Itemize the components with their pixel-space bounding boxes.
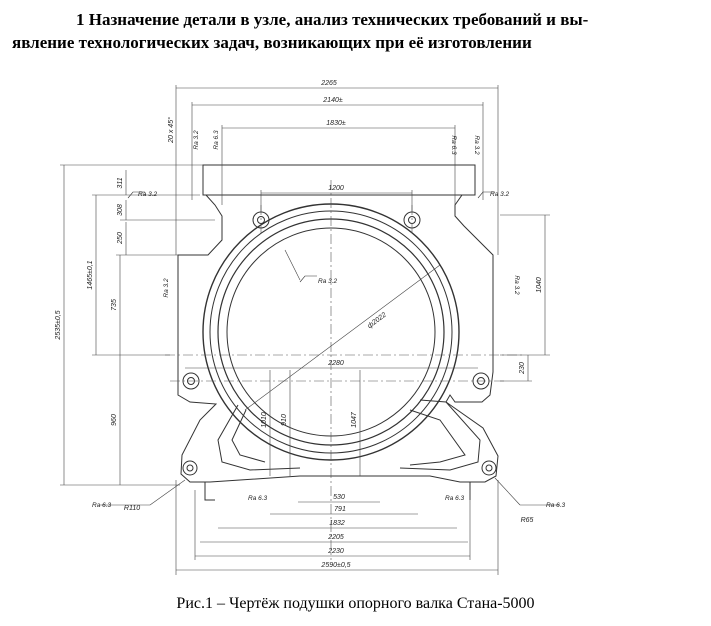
roughness-mark-vertical: Ra 3.2 bbox=[513, 275, 520, 295]
roughness-mark-vertical: Ra 3.2 bbox=[473, 135, 480, 155]
dim-2205: 2205 bbox=[328, 534, 344, 541]
dim-diameter: ф2022 bbox=[366, 311, 388, 331]
dim-1047: 1047 bbox=[351, 412, 358, 428]
roughness-mark: Ra 6.3 bbox=[248, 495, 268, 502]
dim-1040: 1040 bbox=[536, 277, 543, 293]
dim-791: 791 bbox=[334, 506, 346, 513]
roughness-mark-vertical: Ra 6.3 bbox=[213, 130, 220, 150]
section-heading bbox=[12, 8, 702, 54]
dim-2535: 2535±0,5 bbox=[55, 310, 62, 340]
roughness-mark: Ra 6.3 bbox=[546, 502, 566, 509]
roughness-mark: Ra 6.3 bbox=[445, 495, 465, 502]
dim-1465: 1465±0,1 bbox=[87, 260, 94, 290]
roughness-mark: Ra 3.2 bbox=[318, 278, 338, 285]
dim-r65: R65 bbox=[520, 517, 534, 524]
dim-2280: 2280 bbox=[328, 360, 344, 367]
dim-r110: R110 bbox=[123, 505, 141, 512]
dim-311: 311 bbox=[117, 177, 124, 189]
dim-2265: 2265 bbox=[321, 80, 337, 87]
dim-230: 230 bbox=[519, 362, 526, 374]
dim-530: 530 bbox=[333, 494, 345, 501]
dim-2590: 2590±0,5 bbox=[321, 562, 351, 569]
dim-2140: 2140± bbox=[323, 97, 343, 104]
roughness-mark-vertical: Ra 3.2 bbox=[163, 278, 170, 298]
technical-drawing bbox=[0, 70, 711, 590]
dim-735: 735 bbox=[111, 299, 118, 311]
dim-2230: 2230 bbox=[328, 548, 344, 555]
dim-1832: 1832 bbox=[329, 520, 345, 527]
roughness-mark: Ra 3.2 bbox=[138, 191, 158, 198]
roughness-mark: Ra 6.3 bbox=[92, 502, 112, 509]
dim-308: 308 bbox=[117, 204, 124, 216]
roughness-mark-vertical: Ra 3.2 bbox=[193, 130, 200, 150]
dim-960: 960 bbox=[111, 414, 118, 426]
figure-caption: Рис.1 – Чертёж подушки опорного валка Стана-5000 bbox=[176, 595, 535, 612]
dim-1200: 1200 bbox=[328, 185, 344, 192]
roughness-mark: Ra 3.2 bbox=[490, 191, 510, 198]
bolt-hole bbox=[482, 461, 496, 475]
bolt-hole bbox=[183, 461, 197, 475]
dim-910: 910 bbox=[281, 414, 288, 426]
roughness-mark-vertical: Ra 6.3 bbox=[450, 135, 457, 155]
dim-250: 250 bbox=[117, 232, 124, 244]
dim-1830: 1830± bbox=[326, 120, 346, 127]
heading-line-1: 1 Назначение детали в узле, анализ технических требований и вы- bbox=[76, 10, 589, 29]
dim-1010: 1010 bbox=[261, 412, 268, 428]
dim-chamfer: 20 x 45° bbox=[168, 117, 175, 143]
heading-line-2: явление технологических задач, возникающих при её изготовлении bbox=[12, 33, 532, 52]
